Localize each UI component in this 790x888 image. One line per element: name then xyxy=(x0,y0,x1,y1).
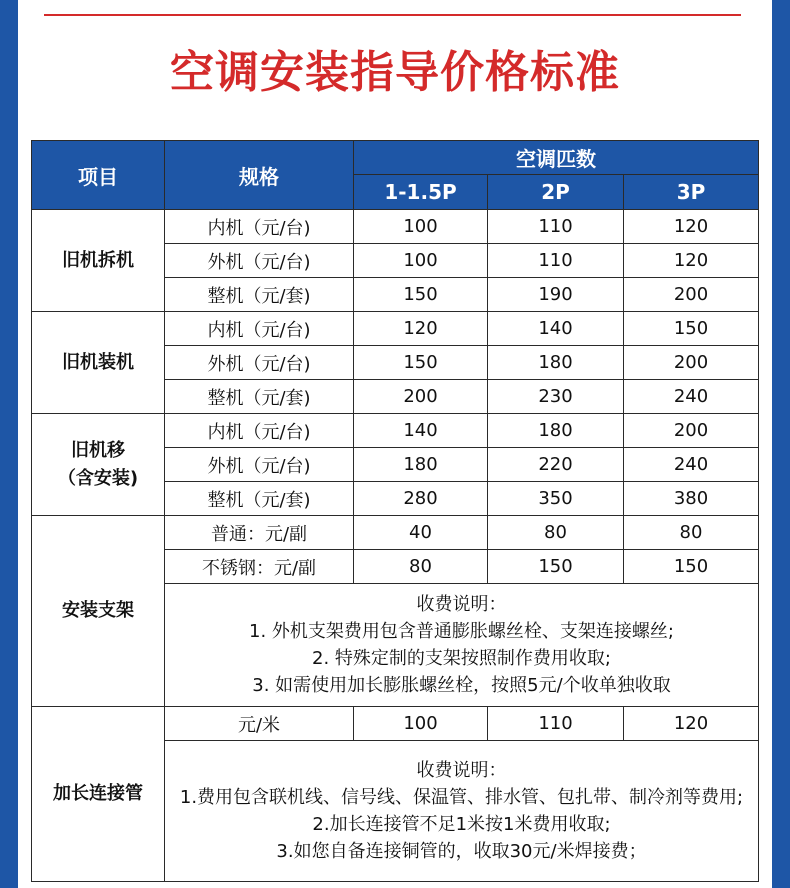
price-cell: 100 xyxy=(354,707,488,741)
spec-cell: 内机（元/台) xyxy=(165,414,354,448)
category-line: 旧机移 xyxy=(71,439,125,461)
note-line: 1.费用包含联机线、信号线、保温管、排水管、包扎带、制冷剂等费用; xyxy=(179,787,744,808)
price-cell: 280 xyxy=(354,482,488,516)
spec-cell: 整机（元/套) xyxy=(165,278,354,312)
price-cell: 150 xyxy=(488,550,624,584)
price-cell: 230 xyxy=(488,380,624,414)
price-cell: 150 xyxy=(624,312,759,346)
price-cell: 110 xyxy=(488,210,624,244)
spec-cell: 整机（元/套) xyxy=(165,380,354,414)
price-cell: 350 xyxy=(488,482,624,516)
price-cell: 80 xyxy=(624,516,759,550)
price-cell: 180 xyxy=(488,414,624,448)
price-cell: 150 xyxy=(624,550,759,584)
price-cell: 140 xyxy=(488,312,624,346)
header-hp-3p: 3P xyxy=(624,175,759,210)
header-hp-group: 空调匹数 xyxy=(354,141,759,175)
spec-cell: 不锈钢：元/副 xyxy=(165,550,354,584)
price-cell: 240 xyxy=(624,380,759,414)
header-hp-1-1.5p: 1-1.5P xyxy=(354,175,488,210)
category-old-dismantle: 旧机拆机 xyxy=(32,210,165,312)
price-cell: 110 xyxy=(488,244,624,278)
header-spec: 规格 xyxy=(165,141,354,210)
price-cell: 380 xyxy=(624,482,759,516)
category-extension-pipe: 加长连接管 xyxy=(32,707,165,882)
category-line: （含安装) xyxy=(57,467,139,489)
note-line: 2.加长连接管不足1米按1米费用收取; xyxy=(312,814,611,835)
pipe-notes xyxy=(165,741,759,882)
price-cell: 220 xyxy=(488,448,624,482)
right-border-bar xyxy=(772,0,790,888)
note-line: 1. 外机支架费用包含普通膨胀螺丝栓、支架连接螺丝; xyxy=(249,621,674,642)
top-divider xyxy=(44,14,741,16)
price-cell: 100 xyxy=(354,210,488,244)
price-cell: 180 xyxy=(488,346,624,380)
category-old-install: 旧机装机 xyxy=(32,312,165,414)
spec-cell: 普通：元/副 xyxy=(165,516,354,550)
price-cell: 80 xyxy=(488,516,624,550)
table-row xyxy=(32,414,759,448)
price-cell: 190 xyxy=(488,278,624,312)
note-line: 收费说明： xyxy=(416,594,507,615)
note-line: 3. 如需使用加长膨胀螺丝栓，按照5元/个收单独收取 xyxy=(252,675,671,696)
price-cell: 200 xyxy=(624,346,759,380)
price-cell: 200 xyxy=(624,414,759,448)
header-project: 项目 xyxy=(32,141,165,210)
left-border-bar xyxy=(0,0,18,888)
price-cell: 120 xyxy=(624,210,759,244)
price-cell: 40 xyxy=(354,516,488,550)
spec-cell: 外机（元/台) xyxy=(165,346,354,380)
price-cell: 200 xyxy=(624,278,759,312)
category-bracket: 安装支架 xyxy=(32,516,165,707)
spec-cell: 外机（元/台) xyxy=(165,244,354,278)
price-cell: 140 xyxy=(354,414,488,448)
note-line: 收费说明： xyxy=(416,760,507,781)
price-cell: 110 xyxy=(488,707,624,741)
price-cell: 180 xyxy=(354,448,488,482)
table-row xyxy=(32,210,759,244)
bracket-notes xyxy=(165,584,759,707)
price-cell: 150 xyxy=(354,278,488,312)
price-cell: 150 xyxy=(354,346,488,380)
price-cell: 100 xyxy=(354,244,488,278)
category-old-relocate xyxy=(32,414,165,516)
spec-cell: 外机（元/台) xyxy=(165,448,354,482)
price-cell: 120 xyxy=(624,707,759,741)
spec-cell: 内机（元/台) xyxy=(165,312,354,346)
spec-cell: 元/米 xyxy=(165,707,354,741)
price-cell: 240 xyxy=(624,448,759,482)
note-line: 2. 特殊定制的支架按照制作费用收取; xyxy=(312,648,611,669)
table-row xyxy=(32,707,759,741)
price-table xyxy=(31,140,759,882)
price-cell: 120 xyxy=(624,244,759,278)
table-row xyxy=(32,312,759,346)
note-line: 3.如您自备连接铜管的，收取30元/米焊接费； xyxy=(276,841,647,862)
price-cell: 200 xyxy=(354,380,488,414)
spec-cell: 内机（元/台) xyxy=(165,210,354,244)
price-cell: 120 xyxy=(354,312,488,346)
table-row xyxy=(32,516,759,550)
page-title: 空调安装指导价格标准 xyxy=(170,47,620,98)
price-cell: 80 xyxy=(354,550,488,584)
spec-cell: 整机（元/套) xyxy=(165,482,354,516)
header-hp-2p: 2P xyxy=(488,175,624,210)
